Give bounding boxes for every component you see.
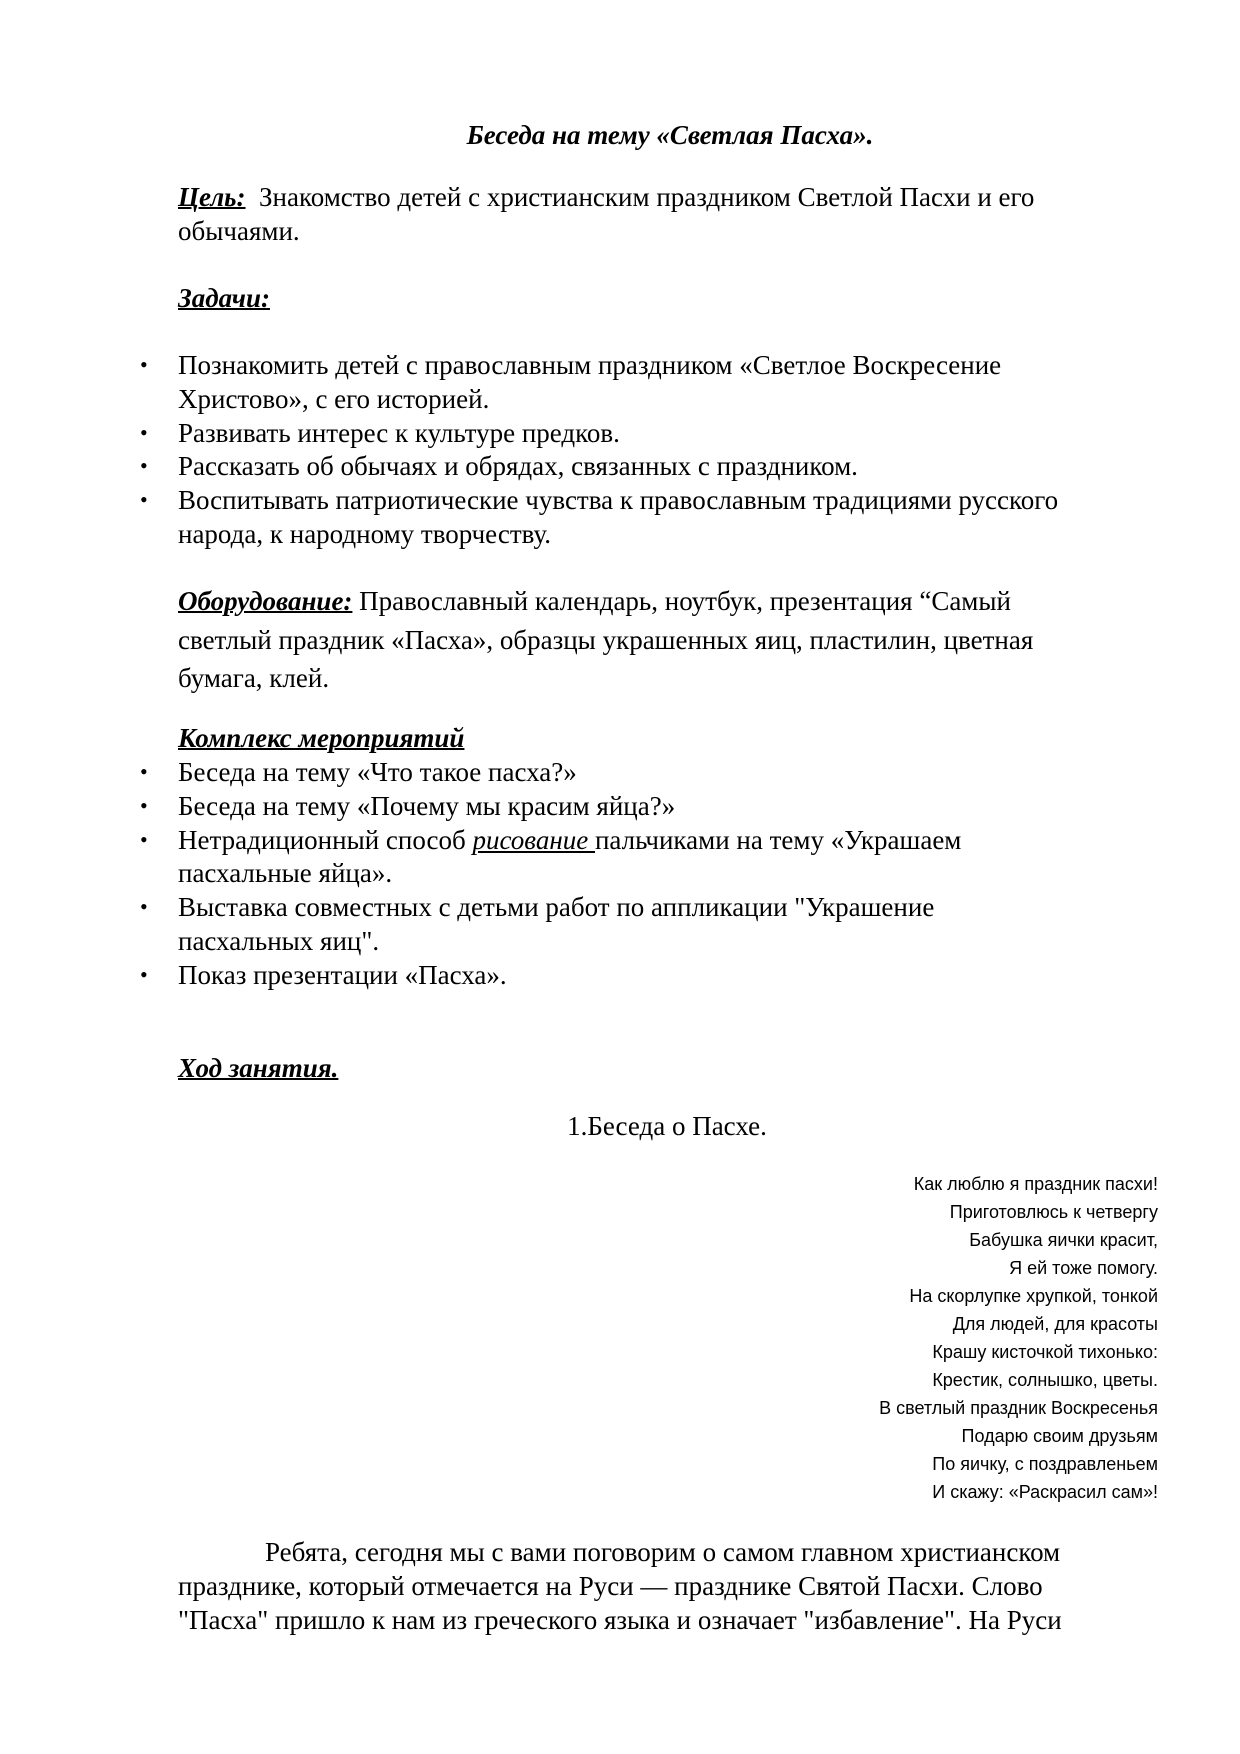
equipment-line [178,584,1011,618]
goal-label: Цель: [178,182,246,212]
activities-heading: Комплекс мероприятий [178,723,465,753]
poem-line: По яичку, с поздравленьем [932,1454,1158,1474]
poem-line: Приготовлюсь к четвергу [949,1202,1158,1222]
equipment-text: Православный календарь, ноутбук, презентация “Самый [359,586,1011,616]
poem-line: И скажу: «Раскрасил сам»! [932,1482,1158,1502]
equipment-text-cont: бумага, клей. [178,663,330,693]
task-item-cont: Христово», с его историей. [178,384,490,414]
activity-item: Выставка совместных с детьми работ по аппликации "Украшение [178,892,935,922]
activity-item [178,823,961,857]
activity-item: Беседа на тему «Почему мы красим яйца?» [178,791,676,821]
goal-text-cont: обычаями. [178,216,300,246]
goal-text: Знакомство детей с христианским праздником Светлой Пасхи и его [259,182,1035,212]
activity-item: Беседа на тему «Что такое пасха?» [178,757,577,787]
tasks-heading: Задачи: [178,283,270,313]
bullet-icon: • [140,793,148,818]
poem-line: На скорлупке хрупкой, тонкой [909,1286,1158,1306]
poem-line: Крашу кисточкой тихонько: [932,1342,1158,1362]
equipment-text-cont: светлый праздник «Пасха», образцы украшенных яиц, пластилин, цветная [178,625,1034,655]
equipment-label: Оборудование: [178,586,353,616]
activity-text: Нетрадиционный способ [178,825,473,855]
bullet-icon: • [140,420,148,445]
paragraph-line: празднике, который отмечается на Руси — празднике Святой Пасхи. Слово [178,1571,1043,1601]
task-item: Познакомить детей с православным праздником «Светлое Воскресение [178,350,1002,380]
poem-line: В светлый праздник Воскресенья [879,1398,1158,1418]
task-item-cont: народа, к народному творчеству. [178,519,551,549]
poem-line: Крестик, солнышко, цветы. [932,1370,1158,1390]
bullet-icon: • [140,487,148,512]
poem [879,1170,1158,1506]
bullet-icon: • [140,894,148,919]
bullet-icon: • [140,962,148,987]
goal-line [178,180,1034,214]
paragraph-line: "Пасха" пришло к нам из греческого языка и означает "избавление". На Руси [178,1605,1062,1635]
bullet-icon: • [140,759,148,784]
bullet-icon: • [140,827,148,852]
task-item: Рассказать об обычаях и обрядах, связанных с праздником. [178,451,858,481]
activity-emphasis: рисование [472,825,595,855]
course-heading: Ход занятия. [178,1053,339,1083]
bullet-icon: • [140,453,148,478]
bullet-icon: • [140,352,148,377]
poem-line: Как люблю я праздник пасхи! [913,1174,1158,1194]
task-item: Воспитывать патриотические чувства к православным традициями русского [178,485,1059,515]
poem-line: Для людей, для красоты [952,1314,1158,1334]
section-heading: 1.Беседа о Пасхе. [567,1111,767,1141]
document-title: Беседа на тему «Светлая Пасха». [466,120,874,150]
poem-line: Подарю своим друзьям [961,1426,1158,1446]
poem-line: Бабушка яички красит, [969,1230,1158,1250]
poem-line: Я ей тоже помогу. [1009,1258,1158,1278]
activity-item-cont: пасхальных яиц". [178,926,380,956]
activity-item-cont: пасхальные яйца». [178,858,393,888]
activity-text: пальчиками на тему «Украшаем [594,825,962,855]
paragraph-line: Ребята, сегодня мы с вами поговорим о самом главном христианском [265,1537,1061,1567]
activity-item: Показ презентации «Пасха». [178,960,507,990]
task-item: Развивать интерес к культуре предков. [178,418,620,448]
